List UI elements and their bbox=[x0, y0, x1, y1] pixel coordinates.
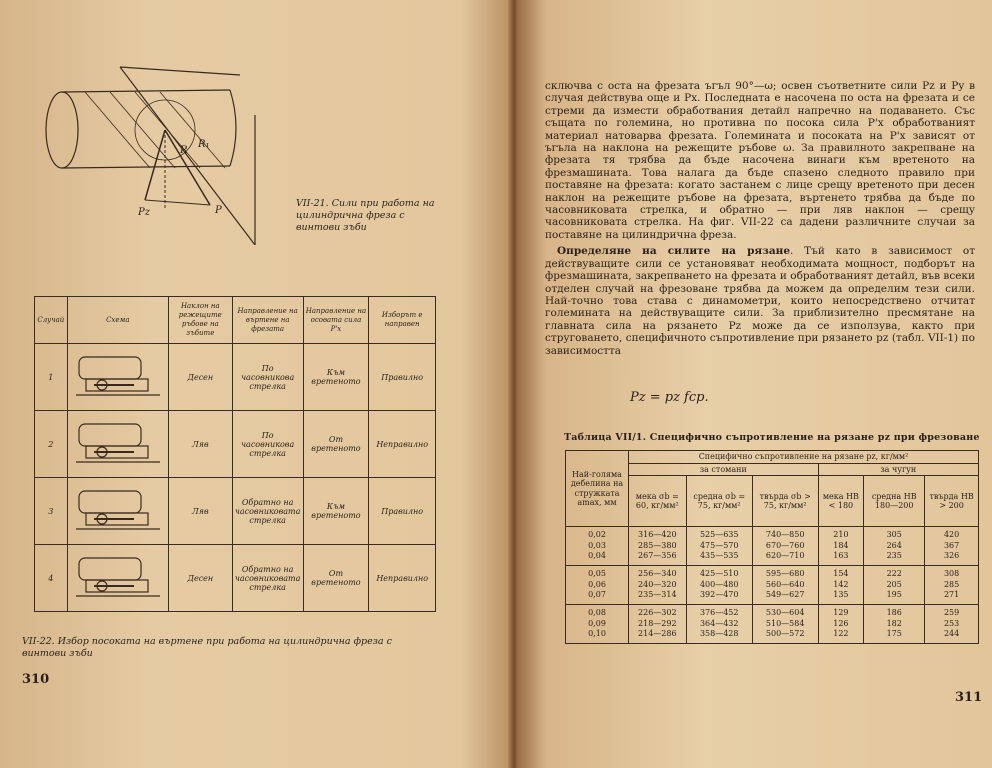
cell-value: 620—710 bbox=[765, 551, 805, 561]
table-cell-a bbox=[566, 527, 629, 566]
sub-header-hard-steel: твърда σb > 75, кг/мм² bbox=[752, 476, 818, 527]
table-caption: VII-22. Избор посоката на въртене при работа на цилиндрична фреза с винтови зъби bbox=[22, 636, 392, 659]
rotation-choice-table bbox=[34, 296, 436, 612]
force-cell: От вретеното bbox=[303, 545, 369, 612]
page-number-right: 311 bbox=[955, 690, 983, 705]
cell-value: 184 bbox=[833, 540, 849, 550]
cell-value: 240—320 bbox=[638, 579, 677, 589]
tilt-cell: Десен bbox=[168, 545, 232, 612]
cell-value: 210 bbox=[833, 530, 849, 540]
figure-caption: VII-21. Сили при работа на цилиндрична фреза с винтови зъби bbox=[296, 198, 435, 233]
table-cell-c2 bbox=[686, 566, 752, 605]
cell-value: 126 bbox=[833, 618, 849, 628]
table-cell-c3 bbox=[752, 605, 818, 644]
cell-value: 195 bbox=[886, 590, 902, 600]
table-cell-c4 bbox=[818, 527, 864, 566]
milling-machine-sketch-icon bbox=[74, 485, 162, 537]
cell-value: 235 bbox=[886, 551, 902, 561]
cell-value: 182 bbox=[886, 618, 902, 628]
cell-value: 500—572 bbox=[765, 629, 805, 639]
table-cell-c6 bbox=[925, 605, 979, 644]
rotation-cell: По часовникова стрелка bbox=[232, 411, 303, 478]
cell-value: 308 bbox=[943, 569, 960, 579]
table-row bbox=[35, 411, 436, 478]
sub-header-hard-iron: твърда HB > 200 bbox=[925, 476, 979, 527]
label-pz: Pz bbox=[138, 207, 150, 218]
col-rotation-header: Направление на въртене на фрезата bbox=[232, 297, 303, 344]
cell-value: 740—850 bbox=[765, 530, 805, 540]
cell-value: 205 bbox=[886, 579, 902, 589]
case-number: 2 bbox=[35, 411, 68, 478]
milling-machine-sketch-icon bbox=[74, 351, 162, 403]
cell-value: 154 bbox=[833, 569, 849, 579]
result-cell: Неправилно bbox=[369, 411, 436, 478]
page-number-left: 310 bbox=[22, 672, 50, 687]
cell-value: 0,07 bbox=[588, 590, 606, 600]
case-number: 3 bbox=[35, 478, 68, 545]
force-cell: От вретеното bbox=[303, 411, 369, 478]
scheme-cell bbox=[67, 411, 168, 478]
cell-value: 285—380 bbox=[638, 540, 677, 550]
cell-value: 425—510 bbox=[699, 569, 739, 579]
cell-value: 326 bbox=[943, 551, 960, 561]
formula: Pz = pz fср. bbox=[630, 390, 709, 405]
milling-machine-sketch-icon bbox=[74, 418, 162, 470]
cell-value: 530—604 bbox=[765, 608, 805, 618]
cell-value: 400—480 bbox=[699, 579, 739, 589]
table-cell-c5 bbox=[864, 605, 925, 644]
paragraph-2 bbox=[545, 245, 975, 357]
cell-value: 367 bbox=[943, 540, 960, 550]
cell-value: 142 bbox=[833, 579, 849, 589]
cell-value: 358—428 bbox=[699, 629, 739, 639]
cell-value: 305 bbox=[886, 530, 902, 540]
cell-value: 214—286 bbox=[638, 629, 677, 639]
table-cell-c4 bbox=[818, 566, 864, 605]
cell-value: 475—570 bbox=[699, 540, 739, 550]
table-cell-a bbox=[566, 605, 629, 644]
table-row bbox=[35, 545, 436, 612]
table-row bbox=[35, 344, 436, 411]
cell-value: 129 bbox=[833, 608, 849, 618]
group-iron-header: за чугун bbox=[818, 463, 978, 476]
case-number: 1 bbox=[35, 344, 68, 411]
cell-value: 0,10 bbox=[588, 629, 606, 639]
table-caption-right: Таблица VII/1. Специфично съпротивление на рязане pz при фрезоване bbox=[564, 432, 980, 443]
scheme-cell bbox=[67, 478, 168, 545]
cell-value: 510—584 bbox=[765, 618, 805, 628]
result-cell: Неправилно bbox=[369, 545, 436, 612]
cell-value: 222 bbox=[886, 569, 902, 579]
cell-value: 0,02 bbox=[588, 530, 606, 540]
section-heading: Определяне на силите на рязане bbox=[557, 245, 791, 258]
table-body bbox=[566, 527, 979, 644]
table-row bbox=[566, 605, 979, 644]
cell-value: 392—470 bbox=[699, 590, 739, 600]
label-p: P bbox=[215, 205, 222, 216]
col-tilt-header: Наклон на режещите ръбове на зъбите bbox=[168, 297, 232, 344]
cell-value: 122 bbox=[833, 629, 849, 639]
table-cell-c2 bbox=[686, 527, 752, 566]
table-row bbox=[35, 478, 436, 545]
table-header-row bbox=[35, 297, 436, 344]
milling-machine-sketch-icon bbox=[74, 552, 162, 604]
cell-value: 244 bbox=[943, 629, 960, 639]
cell-value: 420 bbox=[943, 530, 960, 540]
sub-header-medium-iron: средна HB 180—200 bbox=[864, 476, 925, 527]
cell-value: 271 bbox=[943, 590, 960, 600]
result-cell: Правилно bbox=[369, 344, 436, 411]
cell-value: 0,05 bbox=[588, 569, 606, 579]
col-scheme-header: Схема bbox=[67, 297, 168, 344]
col-result-header: Изборът е направен bbox=[369, 297, 436, 344]
cell-value: 364—432 bbox=[699, 618, 739, 628]
body-text bbox=[545, 80, 975, 357]
cell-value: 175 bbox=[886, 629, 902, 639]
rotation-cell: Обратно на часовниковата стрелка bbox=[232, 545, 303, 612]
table-cell-c1 bbox=[629, 566, 687, 605]
cell-value: 435—535 bbox=[699, 551, 739, 561]
tilt-cell: Ляв bbox=[168, 411, 232, 478]
cell-value: 235—314 bbox=[638, 590, 677, 600]
cell-value: 163 bbox=[833, 551, 849, 561]
result-cell: Правилно bbox=[369, 478, 436, 545]
scheme-cell bbox=[67, 545, 168, 612]
cell-value: 670—760 bbox=[765, 540, 805, 550]
sub-header-soft-iron: мека HB < 180 bbox=[818, 476, 864, 527]
col-force-header: Направление на осовата сила P'x bbox=[303, 297, 369, 344]
force-cell: Към вретеното bbox=[303, 344, 369, 411]
table-cell-a bbox=[566, 566, 629, 605]
col-thickness-header: Най-голяма дебелина на стружката amax, мм bbox=[566, 451, 629, 527]
paragraph-1: сключва с оста на фрезата ъгъл 90°—ω; освен съответните сили Pz и Py в случая действува още и Px. Последната е насочена по оста на фрезата и се стреми да измести обработвания детайл напречно на подаването. Със същата по големина, но противна по посока сила P'x обработваният материал натоварва фрезата. Големината и посоката на P'x зависят от ъгъла на наклона на режещите ръбове ω. За правилното закрепване на фрезата тя трябва да бъде насочена винаги към вретеното на фрезмашината. Това налага да бъде спазено следното правило при поставяне на фрезата: когато застанем с лице срещу вретеното при десен наклон на режещите ръбове на фрезата, въртенето трябва да бъде по часовниковата стрелка, и обратно — при ляв наклон — срещу часовниковата стрелка. На фиг. VII-22 са дадени различните случаи за поставяне на цилиндрична фреза. bbox=[545, 80, 975, 241]
table-row bbox=[566, 566, 979, 605]
paragraph-2-text: . Тъй като в зависимост от действуващите сили се установяват необходимата мощност, подборът на фрезмашината, закрепването на фрезата и обработваният детайл, във всеки отделен случай на фрезоване трябва да можем да определим тези сили. Най-точно това става с динамометри, които непосредствено отчитат големината на действуващите сили. За приблизително пресмятане на главната сила на рязането Pz може да се използува, както при струговането, специфичното съпротивление при рязането pz (табл. VII-1) по зависимостта bbox=[545, 245, 976, 357]
cell-value: 285 bbox=[943, 579, 960, 589]
label-r: R bbox=[180, 145, 188, 156]
tilt-cell: Ляв bbox=[168, 478, 232, 545]
table-cell-c3 bbox=[752, 566, 818, 605]
cell-value: 0,06 bbox=[588, 579, 606, 589]
table-cell-c1 bbox=[629, 605, 687, 644]
cell-value: 256—340 bbox=[638, 569, 677, 579]
cell-value: 549—627 bbox=[765, 590, 805, 600]
cell-value: 264 bbox=[886, 540, 902, 550]
cell-value: 316—420 bbox=[638, 530, 677, 540]
cell-value: 218—292 bbox=[638, 618, 677, 628]
cell-value: 226—302 bbox=[638, 608, 677, 618]
cell-value: 0,08 bbox=[588, 608, 606, 618]
table-row bbox=[566, 527, 979, 566]
rotation-cell: Обратно на часовниковата стрелка bbox=[232, 478, 303, 545]
milling-cutter-force-diagram bbox=[30, 55, 270, 245]
table-header-row bbox=[566, 451, 979, 464]
cylinder-end-ellipse bbox=[46, 92, 78, 168]
table-cell-c5 bbox=[864, 527, 925, 566]
cell-value: 0,09 bbox=[588, 618, 606, 628]
table-cell-c6 bbox=[925, 527, 979, 566]
cell-value: 376—452 bbox=[699, 608, 739, 618]
tilt-cell: Десен bbox=[168, 344, 232, 411]
sub-header-soft-steel: мека σb = 60, кг/мм² bbox=[629, 476, 687, 527]
case-number: 4 bbox=[35, 545, 68, 612]
top-header: Специфично съпротивление на рязане pz, кг/мм² bbox=[629, 451, 979, 464]
col-case-header: Случай bbox=[35, 297, 68, 344]
label-r1: R₁ bbox=[198, 139, 210, 150]
scheme-cell bbox=[67, 344, 168, 411]
sub-header-medium-steel: средна σb = 75, кг/мм² bbox=[686, 476, 752, 527]
cell-value: 135 bbox=[833, 590, 849, 600]
cell-value: 186 bbox=[886, 608, 902, 618]
cell-value: 595—680 bbox=[765, 569, 805, 579]
cell-value: 267—356 bbox=[638, 551, 677, 561]
table-cell-c5 bbox=[864, 566, 925, 605]
table-cell-c3 bbox=[752, 527, 818, 566]
rotation-cell: По часовникова стрелка bbox=[232, 344, 303, 411]
force-cell: Към вретеното bbox=[303, 478, 369, 545]
table-cell-c1 bbox=[629, 527, 687, 566]
table-cell-c4 bbox=[818, 605, 864, 644]
cell-value: 0,04 bbox=[588, 551, 606, 561]
table-cell-c6 bbox=[925, 566, 979, 605]
cell-value: 525—635 bbox=[699, 530, 739, 540]
group-steel-header: за стомани bbox=[629, 463, 819, 476]
cell-value: 0,03 bbox=[588, 540, 606, 550]
cell-value: 259 bbox=[943, 608, 960, 618]
table-cell-c2 bbox=[686, 605, 752, 644]
cell-value: 560—640 bbox=[765, 579, 805, 589]
specific-resistance-table bbox=[565, 450, 979, 644]
cell-value: 253 bbox=[943, 618, 960, 628]
